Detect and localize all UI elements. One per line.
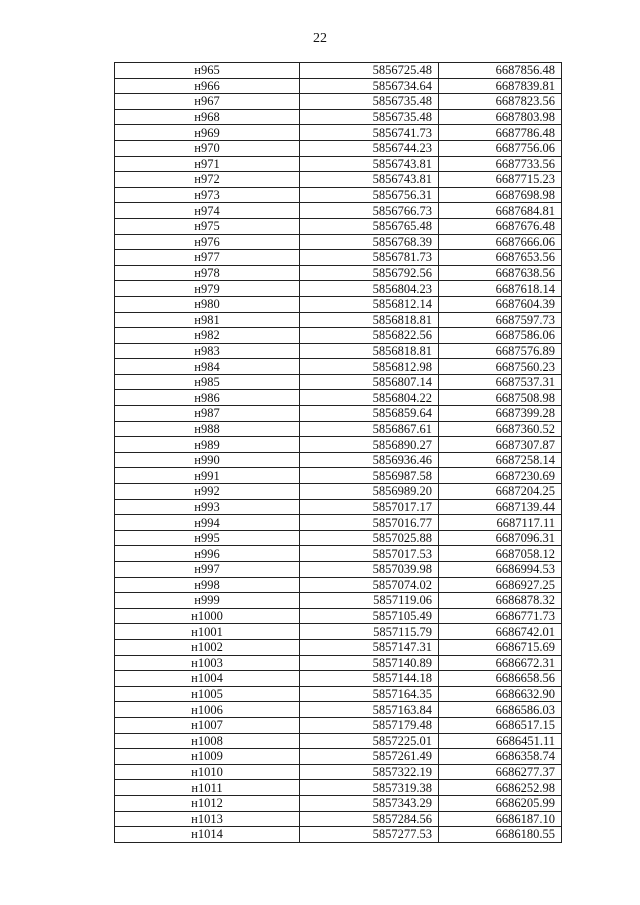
y-coordinate-cell: 6687360.52 (439, 421, 562, 437)
y-coordinate-cell: 6687666.06 (439, 234, 562, 250)
x-coordinate-cell: 5857025.88 (300, 530, 439, 546)
point-id-cell: н971 (115, 156, 300, 172)
table-row (115, 671, 562, 687)
y-coordinate-cell: 6687058.12 (439, 546, 562, 562)
x-coordinate-cell: 5857115.79 (300, 624, 439, 640)
x-coordinate-cell: 5856812.14 (300, 296, 439, 312)
x-coordinate-cell: 5856867.61 (300, 421, 439, 437)
table-row (115, 156, 562, 172)
x-coordinate-cell: 5856743.81 (300, 156, 439, 172)
y-coordinate-cell: 6687597.73 (439, 312, 562, 328)
y-coordinate-cell: 6686187.10 (439, 811, 562, 827)
x-coordinate-cell: 5856818.81 (300, 343, 439, 359)
y-coordinate-cell: 6686658.56 (439, 671, 562, 687)
point-id-cell: н1009 (115, 749, 300, 765)
table-row (115, 499, 562, 515)
point-id-cell: н981 (115, 312, 300, 328)
y-coordinate-cell: 6686878.32 (439, 593, 562, 609)
point-id-cell: н992 (115, 484, 300, 500)
y-coordinate-cell: 6687698.98 (439, 187, 562, 203)
y-coordinate-cell: 6686277.37 (439, 764, 562, 780)
y-coordinate-cell: 6687204.25 (439, 484, 562, 500)
y-coordinate-cell: 6687733.56 (439, 156, 562, 172)
x-coordinate-cell: 5857140.89 (300, 655, 439, 671)
x-coordinate-cell: 5857179.48 (300, 717, 439, 733)
table-row (115, 811, 562, 827)
table-row (115, 234, 562, 250)
point-id-cell: н1012 (115, 795, 300, 811)
point-id-cell: н980 (115, 296, 300, 312)
table-row (115, 827, 562, 843)
point-id-cell: н991 (115, 468, 300, 484)
table-row (115, 421, 562, 437)
x-coordinate-cell: 5856936.46 (300, 452, 439, 468)
x-coordinate-cell: 5856781.73 (300, 250, 439, 266)
point-id-cell: н1001 (115, 624, 300, 640)
table-row (115, 593, 562, 609)
x-coordinate-cell: 5857017.17 (300, 499, 439, 515)
x-coordinate-cell: 5856822.56 (300, 328, 439, 344)
table-row (115, 296, 562, 312)
y-coordinate-cell: 6687786.48 (439, 125, 562, 141)
point-id-cell: н1005 (115, 686, 300, 702)
x-coordinate-cell: 5856859.64 (300, 406, 439, 422)
table-row (115, 624, 562, 640)
point-id-cell: н1004 (115, 671, 300, 687)
point-id-cell: н972 (115, 172, 300, 188)
table-row (115, 780, 562, 796)
coordinates-table (114, 62, 562, 843)
point-id-cell: н1011 (115, 780, 300, 796)
y-coordinate-cell: 6687604.39 (439, 296, 562, 312)
x-coordinate-cell: 5856743.81 (300, 172, 439, 188)
x-coordinate-cell: 5856725.48 (300, 63, 439, 79)
y-coordinate-cell: 6686994.53 (439, 562, 562, 578)
x-coordinate-cell: 5857163.84 (300, 702, 439, 718)
y-coordinate-cell: 6687560.23 (439, 359, 562, 375)
table-row (115, 717, 562, 733)
table-row (115, 281, 562, 297)
point-id-cell: н983 (115, 343, 300, 359)
point-id-cell: н965 (115, 63, 300, 79)
y-coordinate-cell: 6687096.31 (439, 530, 562, 546)
table-row (115, 577, 562, 593)
x-coordinate-cell: 5856756.31 (300, 187, 439, 203)
x-coordinate-cell: 5856818.81 (300, 312, 439, 328)
page-number: 22 (313, 31, 327, 46)
y-coordinate-cell: 6687399.28 (439, 406, 562, 422)
y-coordinate-cell: 6687823.56 (439, 94, 562, 110)
table-row (115, 515, 562, 531)
x-coordinate-cell: 5857225.01 (300, 733, 439, 749)
table-row (115, 437, 562, 453)
point-id-cell: н989 (115, 437, 300, 453)
y-coordinate-cell: 6686715.69 (439, 639, 562, 655)
y-coordinate-cell: 6687839.81 (439, 78, 562, 94)
point-id-cell: н999 (115, 593, 300, 609)
table-row (115, 390, 562, 406)
y-coordinate-cell: 6687803.98 (439, 109, 562, 125)
x-coordinate-cell: 5857039.98 (300, 562, 439, 578)
point-id-cell: н970 (115, 140, 300, 156)
point-id-cell: н968 (115, 109, 300, 125)
point-id-cell: н993 (115, 499, 300, 515)
y-coordinate-cell: 6687715.23 (439, 172, 562, 188)
table-row (115, 749, 562, 765)
y-coordinate-cell: 6687684.81 (439, 203, 562, 219)
table-row (115, 764, 562, 780)
x-coordinate-cell: 5857074.02 (300, 577, 439, 593)
y-coordinate-cell: 6686771.73 (439, 608, 562, 624)
y-coordinate-cell: 6687258.14 (439, 452, 562, 468)
point-id-cell: н1003 (115, 655, 300, 671)
x-coordinate-cell: 5857144.18 (300, 671, 439, 687)
y-coordinate-cell: 6687638.56 (439, 265, 562, 281)
table-row (115, 218, 562, 234)
table-row (115, 265, 562, 281)
table-row (115, 639, 562, 655)
point-id-cell: н995 (115, 530, 300, 546)
table-row (115, 452, 562, 468)
y-coordinate-cell: 6687586.06 (439, 328, 562, 344)
point-id-cell: н998 (115, 577, 300, 593)
point-id-cell: н979 (115, 281, 300, 297)
y-coordinate-cell: 6686927.25 (439, 577, 562, 593)
y-coordinate-cell: 6686180.55 (439, 827, 562, 843)
y-coordinate-cell: 6687856.48 (439, 63, 562, 79)
point-id-cell: н1002 (115, 639, 300, 655)
x-coordinate-cell: 5857119.06 (300, 593, 439, 609)
point-id-cell: н978 (115, 265, 300, 281)
point-id-cell: н1010 (115, 764, 300, 780)
point-id-cell: н986 (115, 390, 300, 406)
y-coordinate-cell: 6687139.44 (439, 499, 562, 515)
x-coordinate-cell: 5856735.48 (300, 94, 439, 110)
x-coordinate-cell: 5857277.53 (300, 827, 439, 843)
table-row (115, 94, 562, 110)
table-row (115, 125, 562, 141)
x-coordinate-cell: 5856765.48 (300, 218, 439, 234)
point-id-cell: н973 (115, 187, 300, 203)
x-coordinate-cell: 5856735.48 (300, 109, 439, 125)
point-id-cell: н1007 (115, 717, 300, 733)
y-coordinate-cell: 6686672.31 (439, 655, 562, 671)
x-coordinate-cell: 5857164.35 (300, 686, 439, 702)
point-id-cell: н997 (115, 562, 300, 578)
y-coordinate-cell: 6686205.99 (439, 795, 562, 811)
coordinates-table-body (115, 63, 562, 843)
x-coordinate-cell: 5857319.38 (300, 780, 439, 796)
point-id-cell: н984 (115, 359, 300, 375)
y-coordinate-cell: 6686451.11 (439, 733, 562, 749)
table-row (115, 374, 562, 390)
x-coordinate-cell: 5856804.22 (300, 390, 439, 406)
y-coordinate-cell: 6686742.01 (439, 624, 562, 640)
table-row (115, 733, 562, 749)
x-coordinate-cell: 5856792.56 (300, 265, 439, 281)
x-coordinate-cell: 5856812.98 (300, 359, 439, 375)
table-row (115, 484, 562, 500)
x-coordinate-cell: 5857343.29 (300, 795, 439, 811)
table-row (115, 608, 562, 624)
x-coordinate-cell: 5856804.23 (300, 281, 439, 297)
point-id-cell: н994 (115, 515, 300, 531)
y-coordinate-cell: 6687756.06 (439, 140, 562, 156)
table-row (115, 686, 562, 702)
y-coordinate-cell: 6686252.98 (439, 780, 562, 796)
table-row (115, 702, 562, 718)
y-coordinate-cell: 6687307.87 (439, 437, 562, 453)
x-coordinate-cell: 5857016.77 (300, 515, 439, 531)
table-row (115, 140, 562, 156)
y-coordinate-cell: 6687230.69 (439, 468, 562, 484)
y-coordinate-cell: 6687676.48 (439, 218, 562, 234)
table-row (115, 63, 562, 79)
x-coordinate-cell: 5856744.23 (300, 140, 439, 156)
x-coordinate-cell: 5856890.27 (300, 437, 439, 453)
y-coordinate-cell: 6687117.11 (439, 515, 562, 531)
x-coordinate-cell: 5856989.20 (300, 484, 439, 500)
point-id-cell: н975 (115, 218, 300, 234)
table-row (115, 343, 562, 359)
table-row (115, 546, 562, 562)
table-row (115, 250, 562, 266)
x-coordinate-cell: 5857284.56 (300, 811, 439, 827)
point-id-cell: н976 (115, 234, 300, 250)
y-coordinate-cell: 6687508.98 (439, 390, 562, 406)
table-row (115, 187, 562, 203)
table-row (115, 468, 562, 484)
table-row (115, 655, 562, 671)
x-coordinate-cell: 5857261.49 (300, 749, 439, 765)
point-id-cell: н985 (115, 374, 300, 390)
point-id-cell: н987 (115, 406, 300, 422)
point-id-cell: н977 (115, 250, 300, 266)
point-id-cell: н974 (115, 203, 300, 219)
x-coordinate-cell: 5857322.19 (300, 764, 439, 780)
table-row (115, 562, 562, 578)
y-coordinate-cell: 6687576.89 (439, 343, 562, 359)
point-id-cell: н990 (115, 452, 300, 468)
table-row (115, 172, 562, 188)
y-coordinate-cell: 6686358.74 (439, 749, 562, 765)
table-row (115, 530, 562, 546)
point-id-cell: н1014 (115, 827, 300, 843)
point-id-cell: н1008 (115, 733, 300, 749)
table-row (115, 406, 562, 422)
point-id-cell: н1000 (115, 608, 300, 624)
point-id-cell: н969 (115, 125, 300, 141)
table-row (115, 359, 562, 375)
y-coordinate-cell: 6687618.14 (439, 281, 562, 297)
y-coordinate-cell: 6686586.03 (439, 702, 562, 718)
x-coordinate-cell: 5856987.58 (300, 468, 439, 484)
x-coordinate-cell: 5856734.64 (300, 78, 439, 94)
x-coordinate-cell: 5856741.73 (300, 125, 439, 141)
point-id-cell: н966 (115, 78, 300, 94)
y-coordinate-cell: 6687537.31 (439, 374, 562, 390)
y-coordinate-cell: 6686517.15 (439, 717, 562, 733)
point-id-cell: н1006 (115, 702, 300, 718)
point-id-cell: н1013 (115, 811, 300, 827)
table-row (115, 312, 562, 328)
table-row (115, 109, 562, 125)
x-coordinate-cell: 5856807.14 (300, 374, 439, 390)
y-coordinate-cell: 6687653.56 (439, 250, 562, 266)
x-coordinate-cell: 5856766.73 (300, 203, 439, 219)
table-row (115, 795, 562, 811)
table-row (115, 78, 562, 94)
point-id-cell: н967 (115, 94, 300, 110)
x-coordinate-cell: 5856768.39 (300, 234, 439, 250)
point-id-cell: н996 (115, 546, 300, 562)
x-coordinate-cell: 5857105.49 (300, 608, 439, 624)
table-row (115, 328, 562, 344)
y-coordinate-cell: 6686632.90 (439, 686, 562, 702)
point-id-cell: н982 (115, 328, 300, 344)
table-row (115, 203, 562, 219)
x-coordinate-cell: 5857147.31 (300, 639, 439, 655)
point-id-cell: н988 (115, 421, 300, 437)
x-coordinate-cell: 5857017.53 (300, 546, 439, 562)
